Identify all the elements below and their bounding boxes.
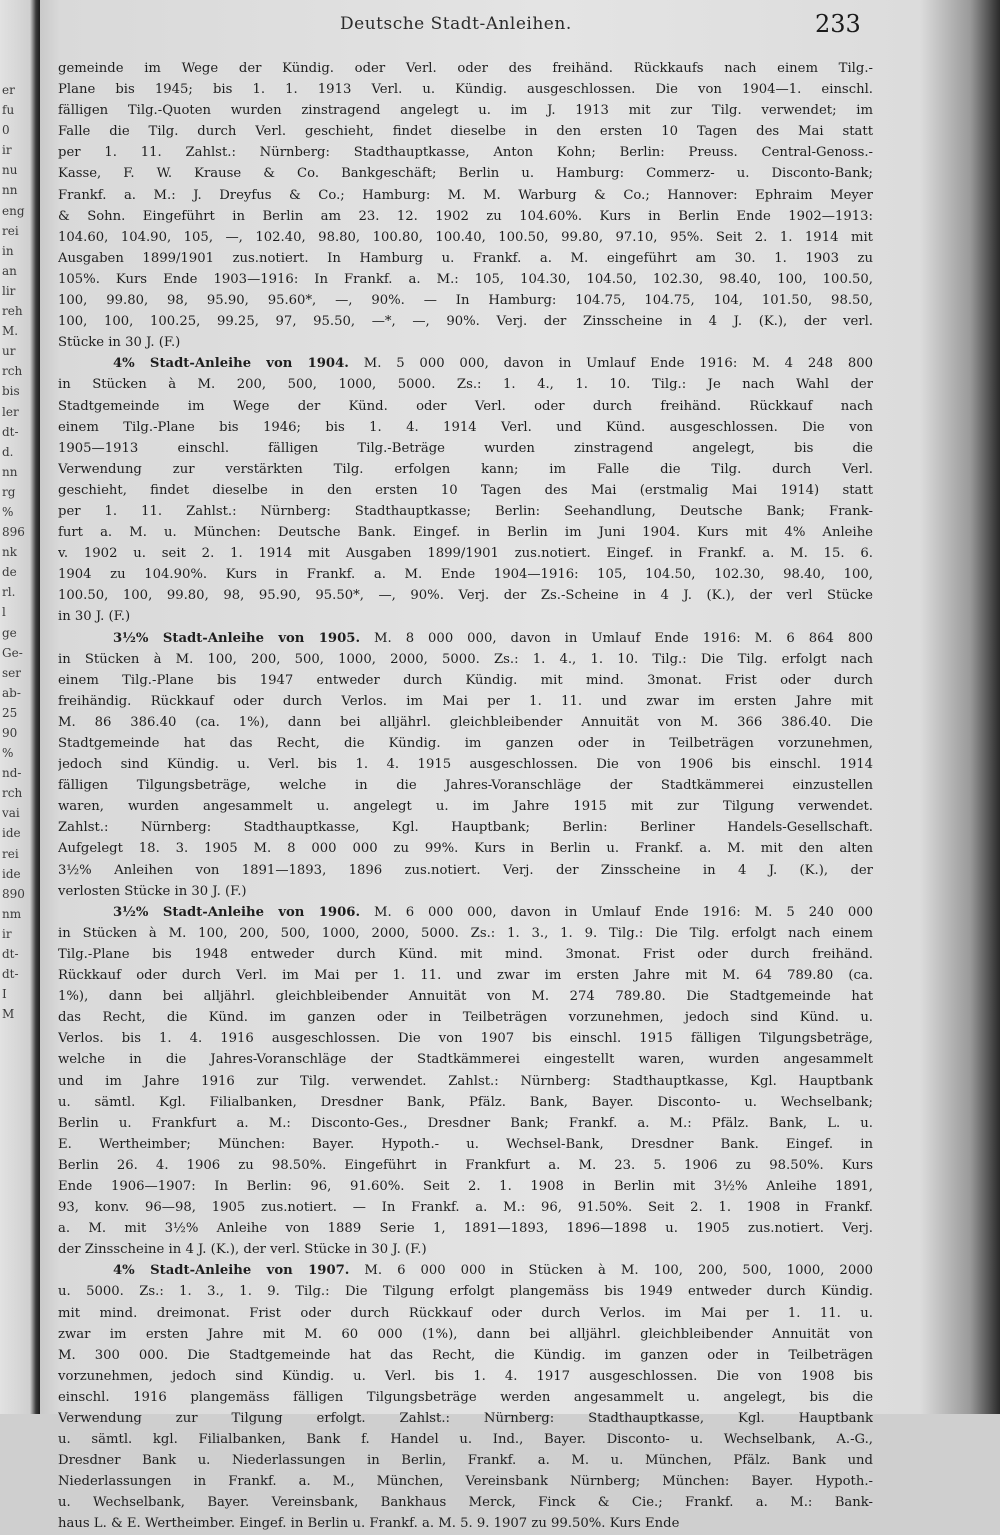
text-line: Plane bis 1945; bis 1. 1. 1913 Verl. u. Kündig. ausgeschlossen. Die von 1904—1. einschl. [58, 82, 873, 98]
text-line: einschl. 1916 plangemäss fälligen Tilgungsbeträge werden angesammelt u. angelegt, bis die [58, 1389, 873, 1405]
facing-page-fragment: rch [2, 364, 23, 379]
facing-page-fragment: rl. [2, 585, 16, 600]
text-line: in Stücken à M. 200, 500, 1000, 5000. Zs.: 1. 4., 1. 10. Tilg.: Je nach Wahl der [58, 377, 873, 393]
facing-page-fragment: M [2, 1007, 15, 1022]
loan-entry [58, 628, 873, 902]
text-line: 4% Stadt-Anleihe von 1904. M. 5 000 000, davon in Umlauf Ende 1916: M. 4 248 800 [113, 356, 873, 372]
running-head: Deutsche Stadt-Anleihen. [340, 14, 572, 34]
text-line: Kasse, F. W. Krause & Co. Bankgeschäft; Berlin u. Hamburg: Commerz- u. Disconto-Bank; [58, 166, 873, 182]
text-line: Verwendung zur Tilgung erfolgt. Zahlst.: Nürnberg: Stadthauptkasse, Kgl. Hauptbank [58, 1411, 873, 1426]
facing-page-fragment: nm [2, 906, 22, 921]
text-line: 105%. Kurs Ende 1903—1916: In Frankf. a. M.: 105, 104.30, 104.50, 102.30, 98.40, 100, 100.50, [58, 271, 873, 287]
facing-page-fragment: rei [2, 223, 19, 238]
facing-page-fragment: % [2, 746, 14, 761]
facing-page-fragment: % [2, 504, 14, 519]
text-line: in Stücken à M. 100, 200, 500, 1000, 2000, 5000. Zs.: 1. 3., 1. 9. Tilg.: Die Tilg. erfolgt nach einem [58, 925, 873, 941]
text-line: einem Tilg.-Plane bis 1946; bis 1. 4. 1914 Verl. und Künd. ausgeschlossen. Die von [58, 419, 873, 435]
text-line: in 30 J. (F.) [58, 609, 131, 625]
text-line: 100, 100, 100.25, 99.25, 97, 95.50, —*, —, 90%. Verj. der Zinsscheine in 4 J. (K.), der verl. [58, 314, 873, 330]
facing-page-fragment: ir [2, 143, 12, 158]
text-line: 3½% Anleihen von 1891—1893, 1896 zus.notiert. Verj. der Zinsscheine in 4 J. (K.), der [58, 862, 873, 878]
facing-page-fragment: 90 [2, 726, 18, 740]
facing-page-fragment: ide [2, 866, 21, 881]
facing-page-fragment: ur [2, 344, 16, 359]
facing-page-fragment: Ge- [2, 645, 23, 660]
text-line: 93, konv. 96—98, 1905 zus.notiert. — In Frankf. a. M.: 96, 91.50%. Seit 2. 1. 1908 in Frankf. [58, 1200, 873, 1216]
facing-page-fragment: rei [2, 846, 19, 861]
facing-page-fragment: nu [2, 163, 18, 178]
facing-page-fragment: 25 [2, 705, 18, 720]
text-line: Berlin u. Frankfurt a. M.: Disconto-Ges., Dresdner Bank; Frankf. a. M.: Pfälz. Bank, L. u. [58, 1115, 873, 1131]
facing-page-fragment: ir [2, 926, 12, 941]
text-line: Stadtgemeinde hat das Recht, die Kündig. im ganzen oder in Teilbeträgen vorzunehmen, [58, 736, 873, 751]
facing-page-fragment: 896 [2, 525, 25, 540]
text-line: 3½% Stadt-Anleihe von 1906. M. 6 000 000, davon in Umlauf Ende 1916: M. 5 240 000 [113, 904, 873, 920]
text-line: Stücke in 30 J. (F.) [58, 335, 181, 351]
facing-page-fragment: dt- [2, 967, 19, 982]
text-line: u. sämtl. kgl. Filialbanken, Bank f. Handel u. Ind., Bayer. Disconto- u. Wechselbank, A.-G., [58, 1432, 873, 1448]
facing-page-fragment: I [2, 987, 7, 1002]
facing-page-fragment: nk [2, 545, 17, 560]
facing-page-text-fragments [2, 80, 32, 1024]
text-line: Rückkauf oder durch Verl. im Mai per 1. 11. und zwar im ersten Jahre mit M. 64 789.80 (ca. [58, 968, 873, 984]
text-line: Verwendung zur verstärkten Tilg. erfolgen kann; im Falle die Tilg. durch Verl. [58, 461, 873, 477]
facing-page-edge [0, 0, 40, 1414]
facing-page-fragment: eng [2, 203, 25, 218]
text-line: Falle die Tilg. durch Verl. geschieht, findet dieselbe in den ersten 10 Tagen des Mai statt [58, 124, 873, 140]
facing-page-fragment: ser [2, 665, 21, 680]
facing-page-fragment: ge [2, 625, 17, 640]
continued-entry [58, 58, 873, 353]
text-line: freihändig. Rückkauf oder durch Verlos. im Mai per 1. 11. und zwar im ersten Jahre mit [58, 693, 873, 709]
text-line: 100.50, 100, 99.80, 98, 95.90, 95.50*, —, 90%. Verj. der Zs.-Scheine in 4 J. (K.), der verl Stücke [58, 588, 873, 604]
text-line: fälligen Tilg.-Quoten wurden zinstragend angelegt u. im J. 1913 mit zur Tilg. verwendet; im [58, 103, 873, 119]
facing-page-fragment: lir [2, 283, 16, 298]
text-line: u. 5000. Zs.: 1. 3., 1. 9. Tilg.: Die Tilgung erfolgt plangemäss bis 1949 entweder durch Kündig. [58, 1284, 873, 1300]
text-line: per 1. 11. Zahlst.: Nürnberg: Stadthauptkasse, Anton Kohn; Berlin: Preuss. Central-Genoss.- [58, 145, 873, 161]
text-line: & Sohn. Eingeführt in Berlin am 23. 12. 1902 zu 104.60%. Kurs in Berlin Ende 1902—1913: [58, 208, 873, 224]
facing-page-fragment: ler [2, 404, 19, 419]
text-line: Tilg.-Plane bis 1948 entweder durch Künd. mit mind. 3monat. Frist oder durch freihänd. [58, 946, 873, 962]
facing-page-fragment: bis [2, 384, 20, 399]
facing-page-fragment: ab- [2, 685, 21, 700]
text-line: 1%), dann bei alljährl. gleichbleibender Annuität von M. 274 789.80. Die Stadtgemeinde hat [58, 989, 873, 1005]
text-line: und im Jahre 1916 zur Tilg. verwendet. Zahlst.: Nürnberg: Stadthauptkasse, Kgl. Hauptbank [58, 1073, 873, 1089]
text-line: Ende 1906—1907: In Berlin: 96, 91.60%. Seit 2. 1. 1908 in Berlin mit 3½% Anleihe 1891, [58, 1178, 873, 1194]
facing-page-fragment: M. [2, 324, 19, 339]
text-line: haus L. & E. Wertheimber. Eingef. in Berlin u. Frankf. a. M. 5. 9. 1907 zu 99.50%. Kurs Ende [58, 1516, 680, 1532]
facing-page-fragment: 0 [2, 123, 10, 138]
text-line: v. 1902 u. seit 2. 1. 1914 mit Ausgaben 1899/1901 zus.notiert. Eingef. in Frankf. a. M. 15. 6. [58, 546, 873, 562]
facing-page-fragment: nn [2, 464, 18, 479]
facing-page-fragment: rg [2, 484, 16, 499]
text-line: furt a. M. u. München: Deutsche Bank. Eingef. in Berlin im Juni 1904. Kurs mit 4% Anleihe [58, 525, 873, 541]
facing-page-fragment: nd- [2, 766, 22, 781]
text-line: E. Wertheimber; München: Bayer. Hypoth.- u. Wechsel-Bank, Dresdner Bank. Eingef. in [58, 1136, 873, 1152]
facing-page-fragment: dt- [2, 947, 19, 962]
facing-page-fragment: vai [2, 806, 20, 821]
loan-heading: 4% Stadt-Anleihe von 1904. [113, 356, 349, 372]
facing-page-fragment: reh [2, 304, 23, 319]
text-line: 3½% Stadt-Anleihe von 1905. M. 8 000 000, davon in Umlauf Ende 1916: M. 6 864 800 [113, 630, 873, 646]
text-line: einem Tilg.-Plane bis 1947 entweder durch Kündig. mit mind. 3monat. Frist oder durch [58, 672, 873, 688]
text-line: a. M. mit 3½% Anleihe von 1889 Serie 1, 1891—1893, 1896—1898 u. 1905 zus.notiert. Verj. [58, 1221, 873, 1237]
text-line: Niederlassungen in Frankf. a. M., München, Vereinsbank Nürnberg; München: Bayer. Hypoth.- [58, 1474, 873, 1490]
text-line: welche in die Jahres-Voranschläge der Stadtkämmerei eingestellt waren, wurden angesammelt [58, 1052, 873, 1068]
text-line: u. Wechselbank, Bayer. Vereinsbank, Bankhaus Merck, Finck & Cie.; Frankf. a. M.: Bank- [58, 1495, 873, 1511]
text-line: Verlos. bis 1. 4. 1916 ausgeschlossen. Die von 1907 bis einschl. 1915 fälligen Tilgungsbeträge, [58, 1031, 873, 1047]
loan-entry [58, 353, 873, 627]
facing-page-fragment: d. [2, 444, 14, 459]
text-line: 100, 99.80, 98, 95.90, 95.60*, —, 90%. — In Hamburg: 104.75, 104.75, 104, 101.50, 98.50, [58, 293, 873, 309]
text-line: das Recht, die Künd. im ganzen oder in Teilbeträgen vorzunehmen, jedoch sind Künd. u. [58, 1010, 873, 1026]
text-line: in Stücken à M. 100, 200, 500, 1000, 2000, 5000. Zs.: 1. 4., 1. 10. Tilg.: Die Tilg. erfolgt nach [58, 651, 873, 667]
text-line: 4% Stadt-Anleihe von 1907. M. 6 000 000 in Stücken à M. 100, 200, 500, 1000, 2000 [113, 1263, 873, 1279]
text-line: M. 300 000. Die Stadtgemeinde hat das Recht, die Kündig. im ganzen oder in Teilbeträgen [58, 1347, 873, 1363]
facing-page-fragment: fu [2, 103, 15, 118]
text-line: 104.60, 104.90, 105, —, 102.40, 98.80, 100.80, 100.40, 100.50, 99.80, 97.10, 95%. Seit 2. 1. 1914 mit [58, 229, 873, 245]
facing-page-fragment: in [2, 243, 14, 258]
loan-entry [58, 902, 873, 1261]
loan-heading: 3½% Stadt-Anleihe von 1905. [113, 630, 361, 646]
facing-page-fragment: l [2, 605, 6, 620]
loan-heading: 4% Stadt-Anleihe von 1907. [113, 1263, 350, 1279]
text-line: vorzunehmen, jedoch sind Kündig. u. Verl. bis 1. 4. 1917 ausgeschlossen. Die von 1908 bis [58, 1368, 873, 1384]
text-line: der Zinsscheine in 4 J. (K.), der verl. Stücke in 30 J. (F.) [58, 1242, 427, 1258]
text-line: waren, wurden angesammelt u. angelegt u. im Jahre 1915 mit zur Tilgung verwendet. [58, 799, 873, 815]
facing-page-fragment: an [2, 263, 17, 278]
text-line: M. 86 386.40 (ca. 1%), dann bei alljährl. gleichbleibender Annuität von M. 366 386.40. Die [58, 714, 873, 730]
text-line: per 1. 11. Zahlst.: Nürnberg: Stadthauptkasse; Berlin: Seehandlung, Deutsche Bank; Frank- [58, 503, 873, 519]
page-number: 233 [815, 10, 861, 38]
text-line: fälligen Tilgungsbeträge, welche in die Jahres-Voranschläge der Stadtkämmerei einzustellen [58, 778, 873, 794]
text-line: geschieht, findet dieselbe in den ersten 10 Tagen des Mai (erstmalig Mai 1914) statt [58, 482, 873, 498]
text-line: Dresdner Bank u. Niederlassungen in Berlin, Frankf. a. M. u. München, Pfälz. Bank und [58, 1453, 873, 1469]
loan-heading: 3½% Stadt-Anleihe von 1906. [113, 904, 361, 920]
facing-page-fragment: rch [2, 786, 23, 801]
text-line: 1905—1913 einschl. fälligen Tilg.-Beträge wurden zinstragend angelegt, bis die [58, 440, 873, 456]
text-line: zwar im ersten Jahre mit M. 60 000 (1%), dann bei alljährl. gleichbleibender Annuität von [58, 1326, 873, 1342]
text-line: mit mind. dreimonat. Frist oder durch Rückkauf oder durch Verlos. im Mai per 1. 11. u. [58, 1305, 873, 1321]
facing-page-fragment: de [2, 565, 17, 580]
text-line: Aufgelegt 18. 3. 1905 M. 8 000 000 zu 99%. Kurs in Berlin u. Frankf. a. M. mit den alten [58, 841, 873, 857]
text-line: Ausgaben 1899/1901 zus.notiert. In Hamburg u. Frankf. a. M. eingeführt am 30. 1. 1903 zu [58, 250, 873, 266]
text-line: 1904 zu 104.90%. Kurs in Frankf. a. M. Ende 1904—1916: 105, 104.50, 102.30, 98.40, 100, [58, 567, 873, 583]
text-line: Stadtgemeinde im Wege der Künd. oder Verl. oder durch freihänd. Rückkauf nach [58, 398, 873, 414]
text-line: Zahlst.: Nürnberg: Stadthauptkasse, Kgl. Hauptbank; Berlin: Berliner Handels-Gesellschaft. [58, 820, 873, 836]
text-line: u. sämtl. Kgl. Filialbanken, Dresdner Bank, Pfälz. Bank, Bayer. Disconto- u. Wechselbank; [58, 1094, 873, 1110]
text-line: jedoch sind Kündig. u. Verl. bis 1. 4. 1915 ausgeschlossen. Die von 1906 bis einschl. 1914 [58, 757, 873, 773]
facing-page-fragment: 890 [2, 886, 25, 901]
loan-entry [58, 1260, 873, 1534]
facing-page-fragment: dt- [2, 424, 19, 439]
text-line: Berlin 26. 4. 1906 zu 98.50%. Eingeführt in Frankfurt a. M. 23. 5. 1906 zu 98.50%. Kurs [58, 1157, 873, 1173]
text-line: gemeinde im Wege der Kündig. oder Verl. oder des freihänd. Rückkaufs nach einem Tilg.- [58, 61, 873, 76]
text-line: verlosten Stücke in 30 J. (F.) [58, 883, 247, 899]
facing-page-fragment: nn [2, 183, 18, 198]
text-line: Frankf. a. M.: J. Dreyfus & Co.; Hamburg: M. M. Warburg & Co.; Hannover: Ephraim Meyer [58, 187, 873, 203]
page-body-text [58, 58, 873, 1535]
facing-page-fragment: ide [2, 826, 21, 841]
facing-page-fragment: er [2, 83, 15, 97]
